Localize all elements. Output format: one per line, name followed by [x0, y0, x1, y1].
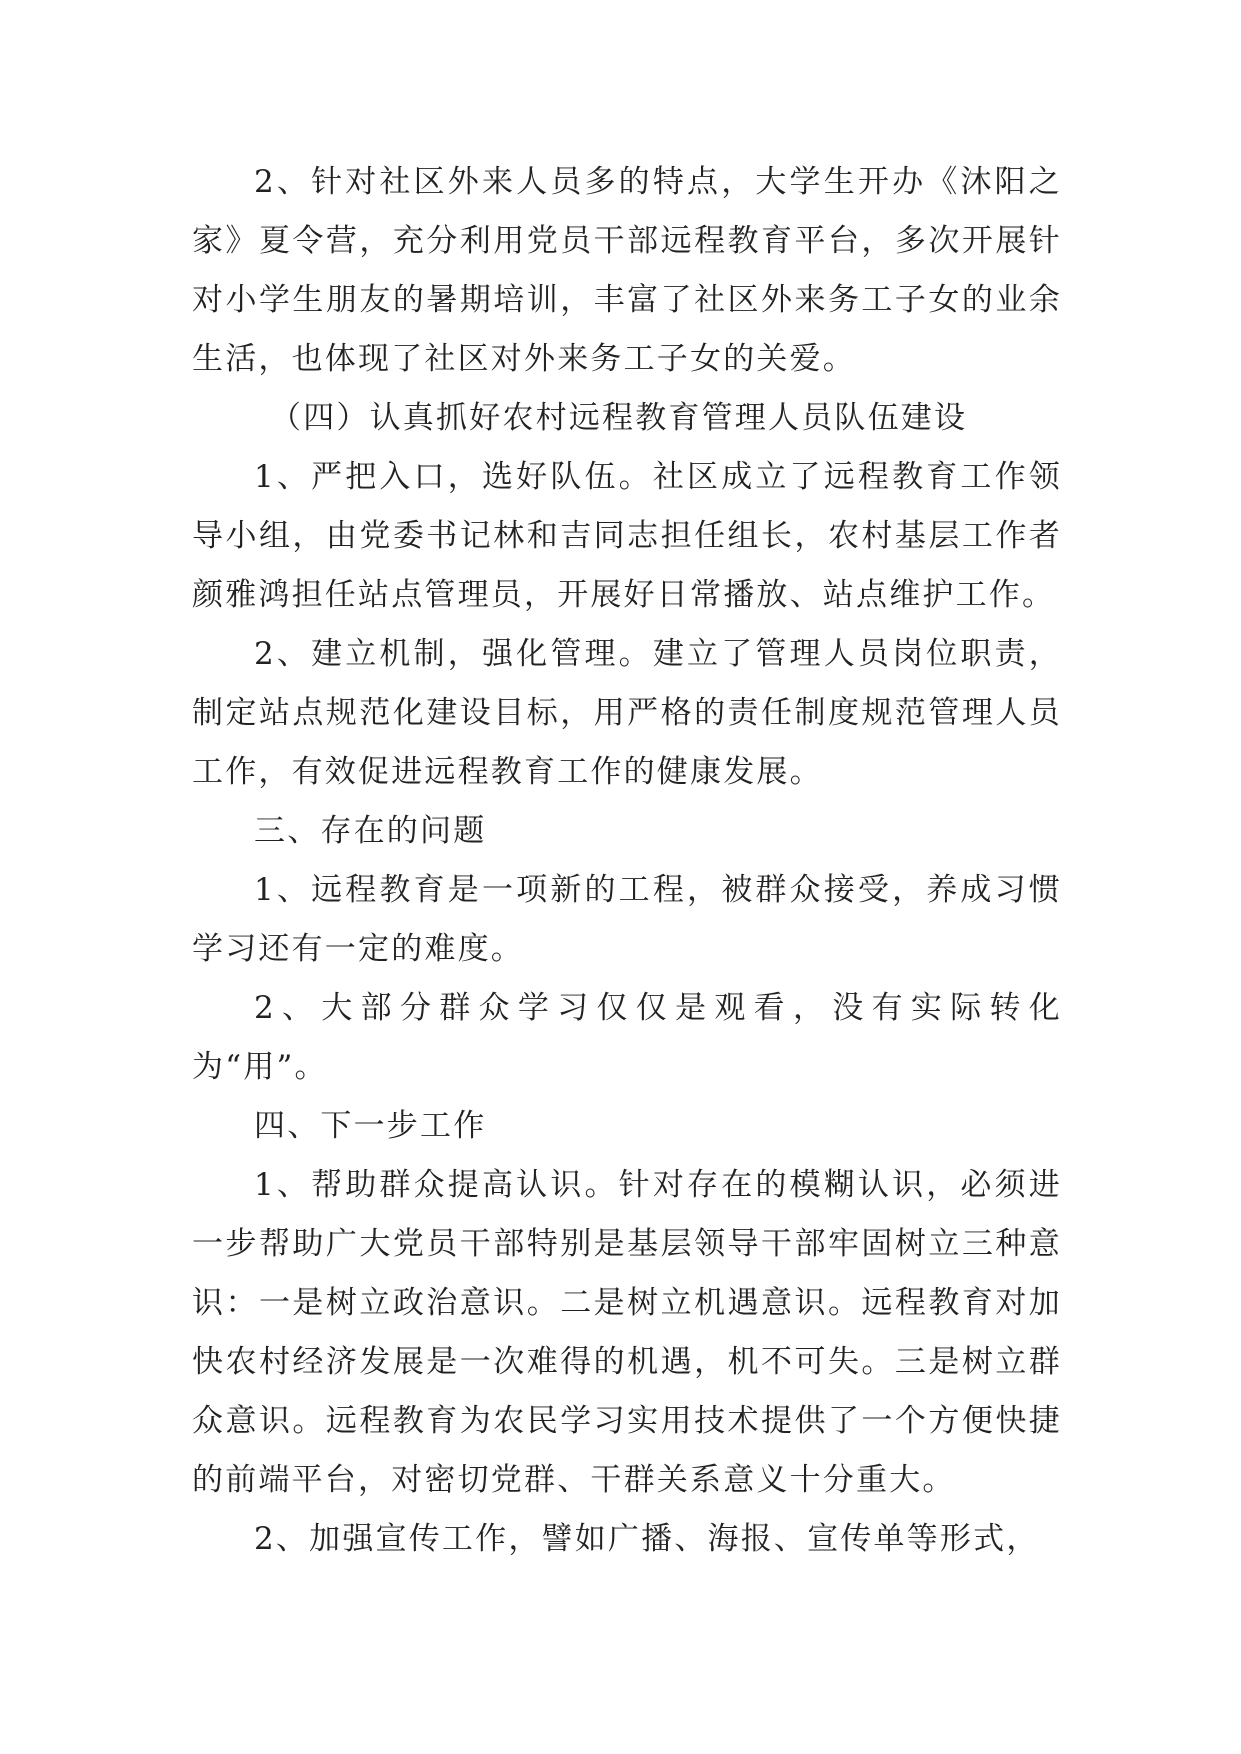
- paragraph-problem-1: 1、远程教育是一项新的工程，被群众接受，养成习惯学习还有一定的难度。: [192, 872, 1062, 967]
- paragraph-problem-2: 2、大部分群众学习仅仅是观看，没有实际转化为“用”。: [192, 990, 1062, 1085]
- section-heading-problems: 三、存在的问题: [254, 813, 487, 849]
- paragraph-mechanism: 2、建立机制，强化管理。建立了管理人员岗位职责，制定站点规范化建设目标，用严格的责任制度规范管理人员工作，有效促进远程教育工作的健康发展。: [192, 636, 1062, 790]
- paragraph-next-step-1: 1、帮助群众提高认识。针对存在的模糊认识，必须进一步帮助广大党员干部特别是基层领导干部牢固树立三种意识：一是树立政治意识。二是树立机遇意识。远程教育对加快农村经济发展是一次难得的机遇，机不可失。三是树立群众意识。远程教育为农民学习实用技术提供了一个方便快捷的前端平台，对密切党群、干群关系意义十分重大。: [192, 1167, 1062, 1498]
- section-heading-next-steps: 四、下一步工作: [254, 1108, 487, 1144]
- paragraph-strict-entry: 1、严把入口，选好队伍。社区成立了远程教育工作领导小组，由党委书记林和吉同志担任组长，农村基层工作者颜雅鸿担任站点管理员，开展好日常播放、站点维护工作。: [192, 459, 1062, 613]
- paragraph-summer-camp: 2、针对社区外来人员多的特点，大学生开办《沐阳之家》夏令营，充分利用党员干部远程教育平台，多次开展针对小学生朋友的暑期培训，丰富了社区外来务工子女的业余生活，也体现了社区对外来务工子女的关爱。: [192, 164, 1062, 377]
- section-heading-four: （四）认真抓好农村远程教育管理人员队伍建设: [270, 400, 968, 436]
- document-body: [192, 153, 1062, 1569]
- paragraph-next-step-2: 2、加强宣传工作，譬如广播、海报、宣传单等形式，: [254, 1521, 1040, 1557]
